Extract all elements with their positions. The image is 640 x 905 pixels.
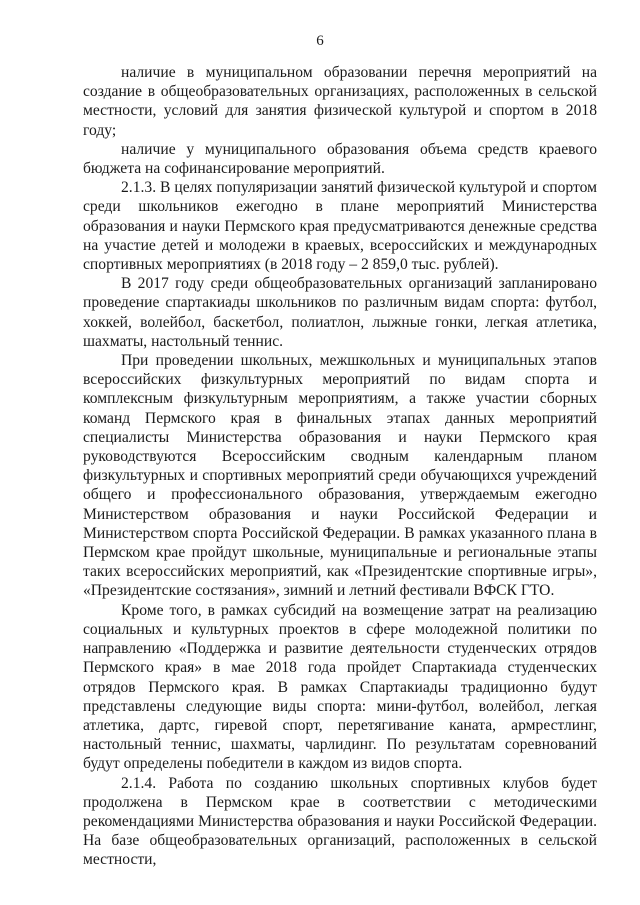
- paragraph-budget-criteria: наличие у муниципального образования объема средств краевого бюджета на софинансирование мероприятий.: [83, 140, 597, 178]
- paragraph-all-russian-events: При проведении школьных, межшкольных и муниципальных этапов всероссийских физкультурных мероприятий по видам спорта и комплексным физкультурным мероприятиям, а также участии сборных команд Пермского края в финальных этапах данных мероприятий специалисты Министерства образования и науки Пермского края руководствуются Всероссийским сводным календарным планом физкультурных и спортивных мероприятий среди обучающихся учреждений общего и профессионального образования, утверждаемым ежегодно Министерством образования и науки Российской Федерации и Министерством спорта Российской Федерации. В рамках указанного плана в Пермском крае пройдут школьные, муниципальные и региональные этапы таких всероссийских мероприятий, как «Президентские спортивные игры», «Президентские состязания», зимний и летний фестивали ВФСК ГТО.: [83, 352, 597, 600]
- paragraph-section-2-1-3: 2.1.3. В целях популяризации занятий физической культурой и спортом среди школьников ежегодно в плане мероприятий Министерства образования и науки Пермского края предусматриваются денежные средства на участие детей и молодежи в краевых, всероссийских и международных спортивных мероприятиях (в 2018 году – 2 859,0 тыс. рублей).: [83, 179, 597, 274]
- paragraph-criteria-list: наличие в муниципальном образовании перечня мероприятий на создание в общеобразовательных организациях, расположенных в сельской местности, условий для занятия физической культурой и спортом в 2018 году;: [83, 64, 597, 139]
- paragraph-section-2-1-4: 2.1.4. Работа по созданию школьных спортивных клубов будет продолжена в Пермском крае в соответствии с методическими рекомендациями Министерства образования и науки Российской Федерации. На базе общеобразовательных организаций, расположенных в сельской местности,: [83, 774, 597, 869]
- paragraph-student-spartakiad: Кроме того, в рамках субсидий на возмещение затрат на реализацию социальных и культурных проектов в сфере молодежной политики по направлению «Поддержка и развитие деятельности студенческих отрядов Пермского края» в мае 2018 года пройдет Спартакиада студенческих отрядов Пермского края. В рамках Спартакиады традиционно будут представлены следующие виды спорта: мини-футбол, волейбол, легкая атлетика, дартс, гиревой спорт, перетягивание каната, армрестлинг, настольный теннис, шахматы, чарлидинг. По результатам соревнований будут определены победители в каждом из видов спорта.: [83, 601, 597, 773]
- paragraph-spartakiad-2017: В 2017 году среди общеобразовательных организаций запланировано проведение спартакиады школьников по различным видам спорта: футбол, хоккей, волейбол, баскетбол, полиатлон, лыжные гонки, легкая атлетика, шахматы, настольный теннис.: [83, 275, 597, 350]
- page-number: 6: [316, 33, 324, 49]
- document-body: [83, 63, 597, 870]
